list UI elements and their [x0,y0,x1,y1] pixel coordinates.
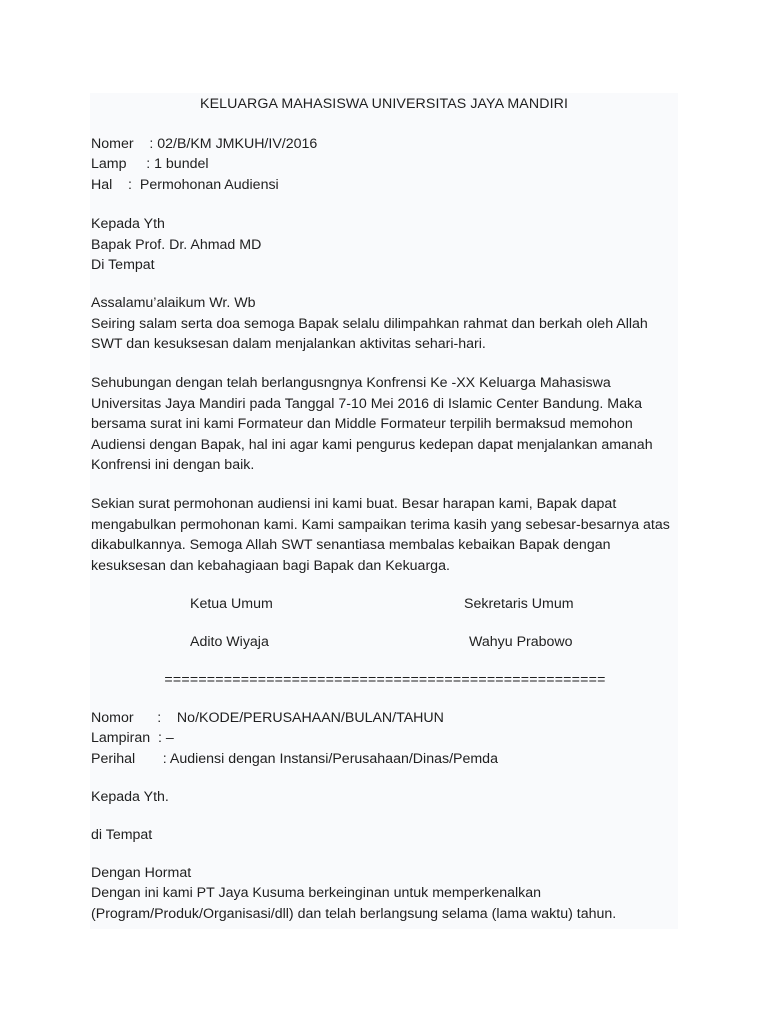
template-meta [91,708,677,770]
signature-title-chair: Ketua Umum [190,595,273,612]
template-body: Dengan ini kami PT Jaya Kusuma berkeinginan untuk memperkenalkan (Program/Produk/Organisasi/dll) dan telah berlangsung selama (lama waktu) tahun. [91,885,617,922]
signature-names [91,632,677,653]
signature-titles [91,594,677,615]
template-attachment: Lampiran : – [91,730,174,746]
template-number: Nomor : No/KODE/PERUSAHAAN/BULAN/TAHUN [91,709,444,726]
letter-meta [91,134,677,196]
signature-title-secretary: Sekretaris Umum [464,595,574,612]
letter-heading: KELUARGA MAHASISWA UNIVERSITAS JAYA MANDIRI [200,96,568,112]
signature-name-chair: Adito Wiyaja [190,633,269,650]
signature-name-secretary: Wahyu Prabowo [469,633,573,650]
closing-paragraph: Sekian surat permohonan audiensi ini kami buat. Besar harapan kami, Bapak dapat mengabulkan permohonan kami. Kami sampaikan terima kasih yang sebesar-besarnya atas dikabulkannya. Semoga Allah SWT senantiasa membalas kebaikan Bapak dengan kesuksesan dan kebahagiaan bagi Bapak dan Kekuarga. [91,496,670,574]
section-divider: ==================================================== [164,671,606,688]
template-salutation: Dengan Hormat [91,864,192,881]
recipient-line: Di Tempat [91,257,155,273]
meta-number: Nomer : 02/B/KM JMKUH/IV/2016 [91,135,318,152]
recipient-block [91,214,677,276]
template-place: di Tempat [91,826,153,843]
recipient-line: Bapak Prof. Dr. Ahmad MD [91,236,262,253]
recipient-line: Kepada Yth [91,216,165,232]
template-recipient: Kepada Yth. [91,788,169,805]
meta-subject: Hal : Permohonan Audiensi [91,176,279,193]
meta-attachment: Lamp : 1 bundel [91,156,209,172]
template-subject: Perihal : Audiensi dengan Instansi/Perusahaan/Dinas/Pemda [91,750,498,767]
greeting: Assalamu’alaikum Wr. Wb [91,295,256,311]
document-body [91,93,677,924]
body-paragraph: Sehubungan dengan telah berlangusngnya Konfrensi Ke -XX Keluarga Mahasiswa Universitas Jaya Mandiri pada Tanggal 7-10 Mei 2016 di Islamic Center Bandung. Maka bersama surat ini kami Formateur dan Middle Formateur terpilih bermaksud memohon Audiensi dengan Bapak, hal ini agar kami pengurus kedepan dapat menjalankan amanah Konfrensi ini dengan baik. [91,375,653,473]
opening-paragraph: Seiring salam serta doa semoga Bapak selalu dilimpahkan rahmat dan berkah oleh Allah SWT dan kesuksesan dalam menjalankan aktivitas sehari-hari. [91,315,648,352]
